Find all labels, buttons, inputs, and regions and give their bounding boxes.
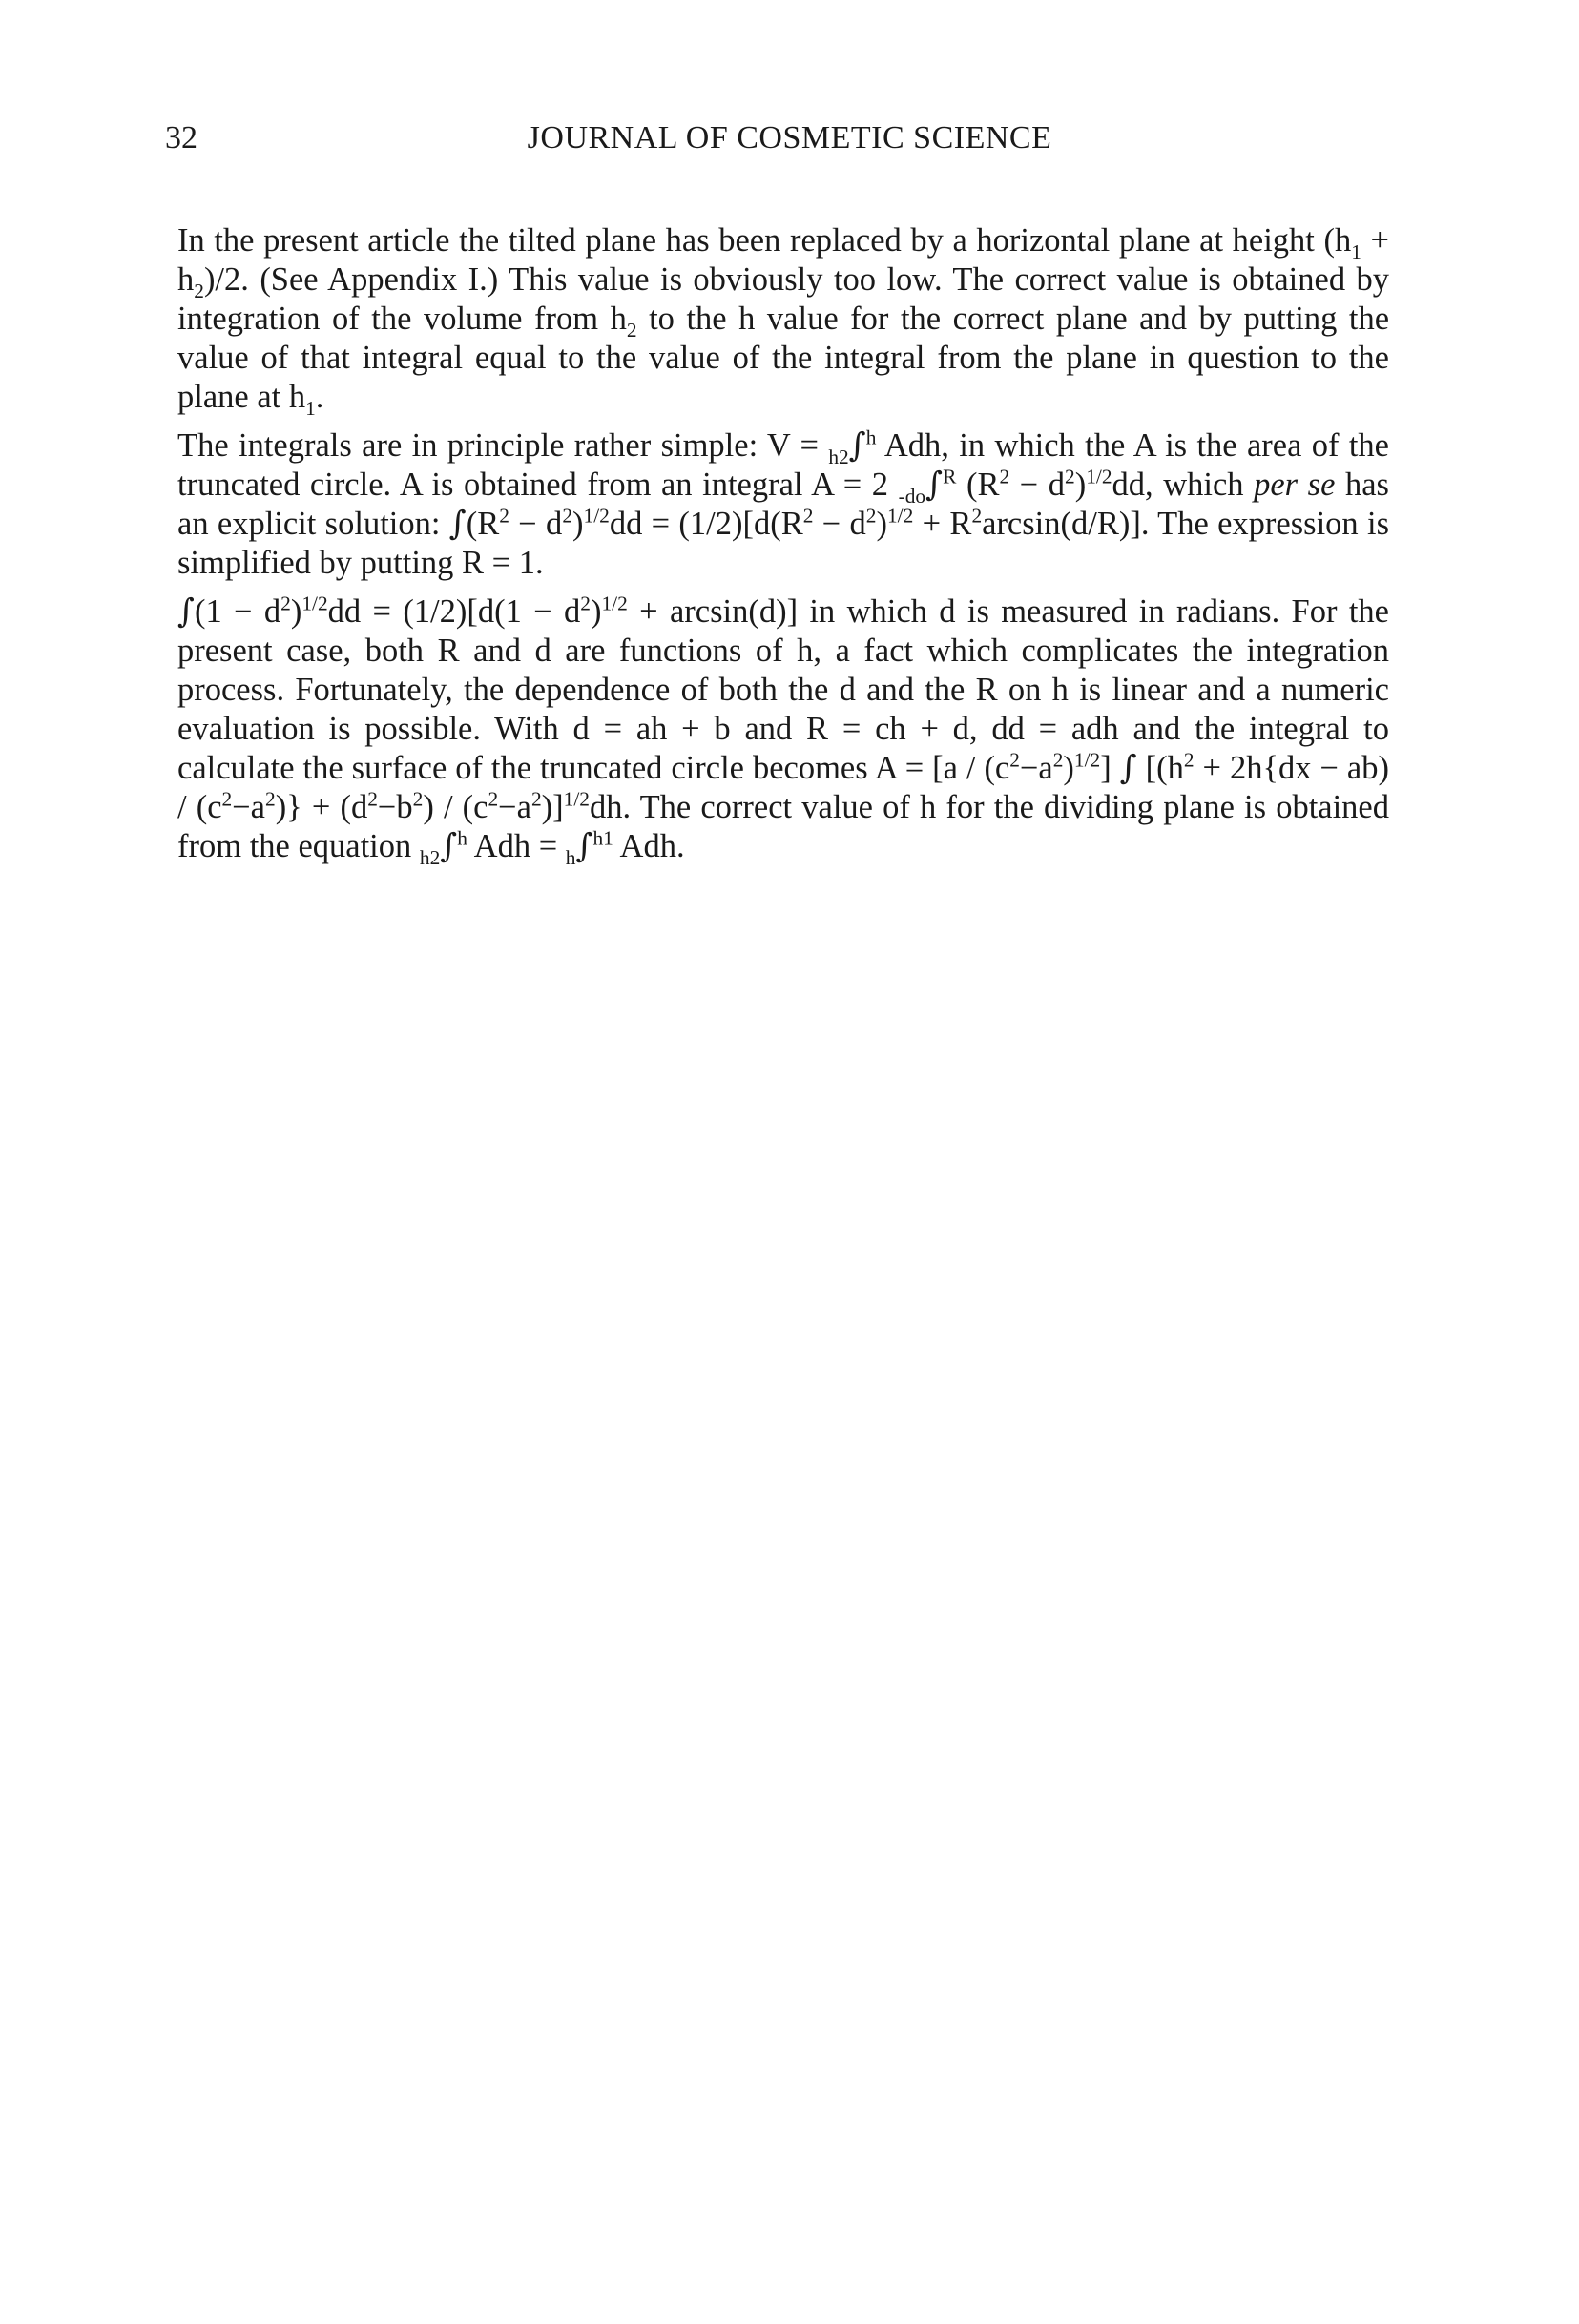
paragraph-1: In the present article the tilted plane has been replaced by a horizontal plane at height $(h_1 + h_2)/2$. (See Appendix I.) This value is obviously too low. The correct value is obtained by integration of the volume from $h_2$ to the h value for the correct plane and by putting the value of that integral equal to the value of the integral from the plane in question to the plane at $h_1$. <box>177 222 1390 420</box>
paragraph-3: $\int(1 - d^2)^{1/2}dd = (1/2)[d(1 - d^2)^{1/2} + \arcsin(d)]$ in which d is measured in radians. For the present case, both R and d are functions of h, a fact which complicates the integration process. Fortunately, the dependence of both the d and the R on h is linear and a numeric evaluation is possible. With d = ah + b and R = ch + d, dd = adh and the integral to calculate the surface of the truncated circle becomes $A = [a / (c^2-a^2)^{1/2}]$ ∫ $[(h^2 + 2h\{dx - ab) / (c^2-a^2)\} + (d^2-b^2) / (c^2-a^2)]^{1/2}dh$. The correct value of h for the dividing plane is obtained from the equation $_{h2}$∫$^h$ Adh = $_h$∫$^{h1}$ Adh. <box>177 591 1389 869</box>
running-head: JOURNAL OF COSMETIC SCIENCE <box>527 120 1052 156</box>
body-text <box>177 221 1389 876</box>
page-number: 32 <box>165 120 197 156</box>
paragraph-2: The integrals are in principle rather simple: V = $_{h2}$∫$^h$ Adh, in which the A is the area of the truncated circle. A is obtained from an integral A = 2 $_{-do}$∫$^R$ $(R^2 - d^2)^{1/2}dd$, which per se has an explicit solution: $\int(R^2 - d^2)^{1/2}dd = (1/2)[d(R^2 - d^2)^{1/2} + R^2\arcsin(d/R)]$. The expression is simplified by putting R = 1. <box>177 425 1389 581</box>
